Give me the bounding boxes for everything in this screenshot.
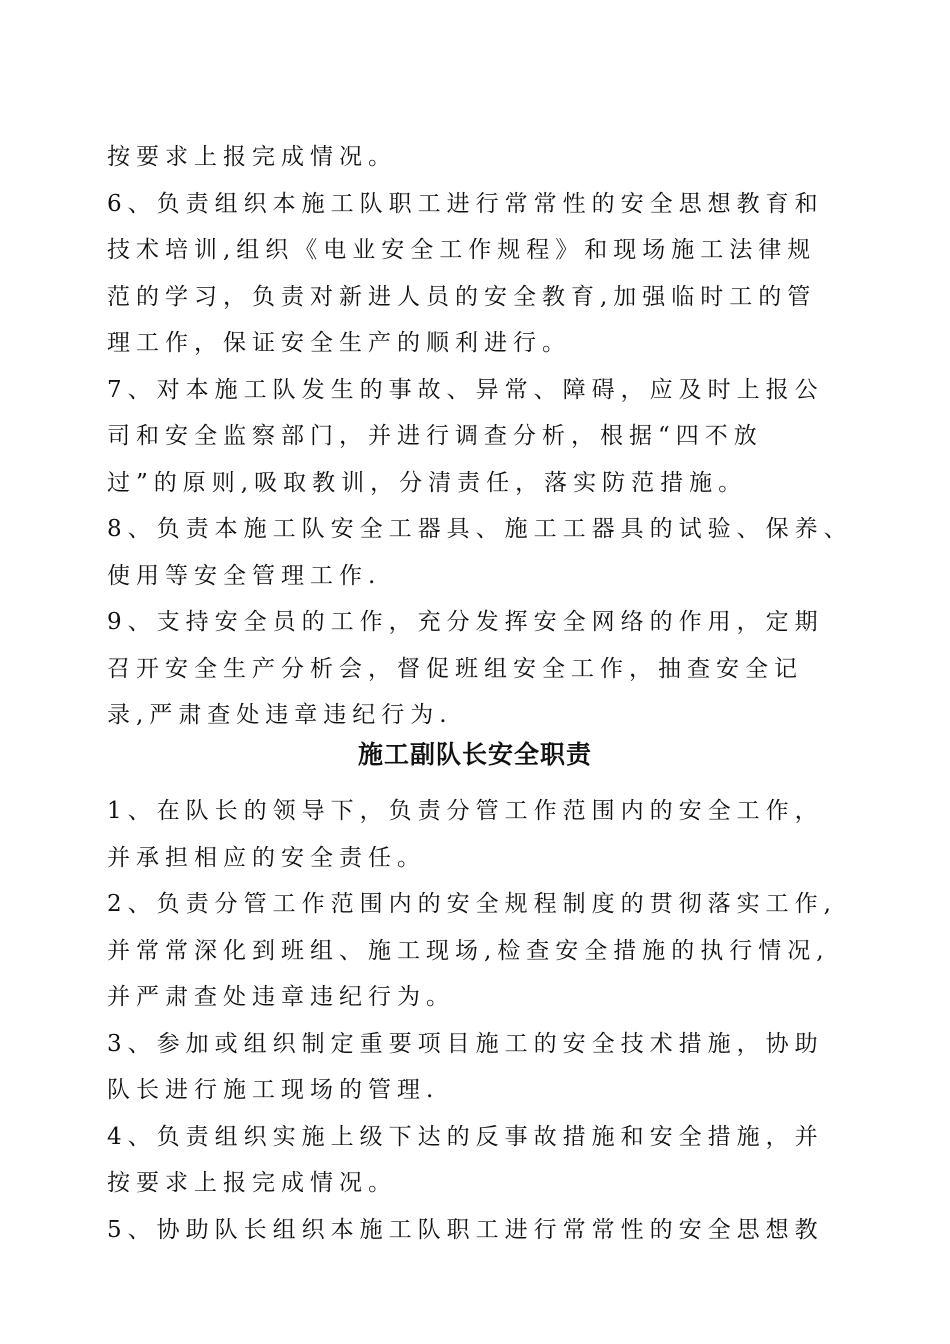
text-line: 理工作，保证安全生产的顺利进行。 — [107, 330, 571, 356]
text-line: 按要求上报完成情况。 — [107, 144, 397, 170]
text-line: 技术培训,组织《电业安全工作规程》和现场施工法律规 — [107, 237, 817, 263]
text-line: 并常常深化到班组、施工现场,检查安全措施的执行情况, — [107, 937, 830, 964]
text-line: 使用等安全管理工作. — [107, 562, 382, 589]
text-line: 按要求上报完成情况。 — [107, 1170, 397, 1196]
text-line: 4、负责组织实施上级下达的反事故措施和安全措施，并 — [107, 1123, 824, 1150]
text-line: 3、参加或组织制定重要项目施工的安全技术措施，协助 — [107, 1030, 824, 1057]
text-line: 5、协助队长组织本施工队职工进行常常性的安全思想教 — [107, 1216, 824, 1243]
text-line: 2、负责分管工作范围内的安全规程制度的贯彻落实工作, — [107, 891, 837, 917]
section-heading: 施工副队长安全职责 — [357, 740, 592, 769]
section-two-body — [107, 788, 867, 1253]
text-line: 并承担相应的安全责任。 — [107, 844, 426, 871]
text-line: 过”的原则,吸取教训，分清责任，落实防范措施。 — [107, 469, 748, 496]
text-line: 并严肃查处违章违纪行为。 — [107, 984, 455, 1010]
text-line: 6、负责组织本施工队职工进行常常性的安全思想教育和 — [107, 190, 824, 217]
text-line: 7、对本施工队发生的事故、异常、障碍，应及时上报公 — [107, 376, 824, 403]
section-one-body — [107, 134, 867, 739]
text-line: 8、负责本施工队安全工器具、施工工器具的试验、保养、 — [107, 516, 853, 542]
text-line: 队长进行施工现场的管理. — [107, 1077, 440, 1103]
text-line: 范的学习，负责对新进人员的安全教育,加强临时工的管 — [107, 283, 817, 310]
text-line: 录,严肃查处违章违纪行为. — [107, 702, 453, 728]
text-line: 司和安全监察部门，并进行调查分析，根据“四不放 — [107, 423, 763, 449]
text-line: 9、支持安全员的工作，充分发挥安全网络的作用，定期 — [107, 609, 824, 635]
text-line: 1、在队长的领导下，负责分管工作范围内的安全工作， — [107, 798, 824, 824]
text-line: 召开安全生产分析会，督促班组安全工作，抽查安全记 — [107, 655, 803, 682]
